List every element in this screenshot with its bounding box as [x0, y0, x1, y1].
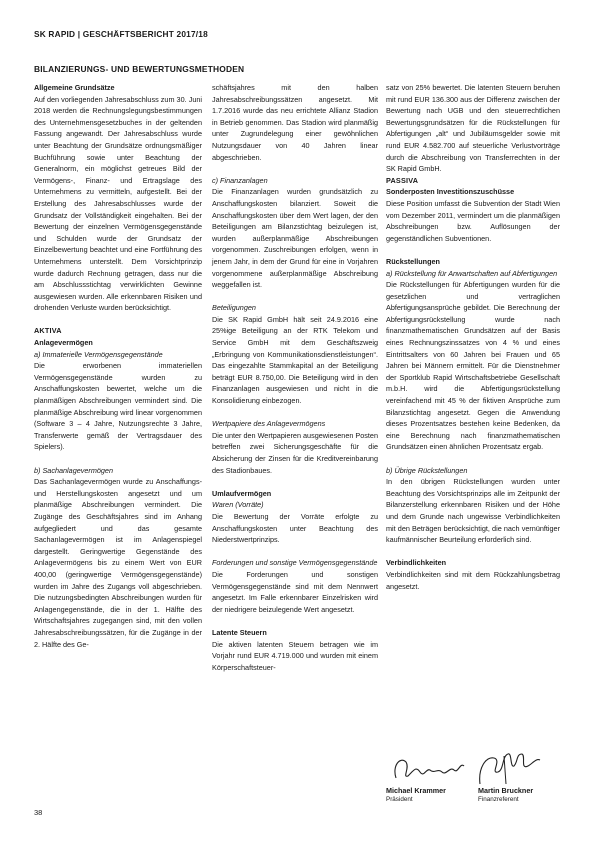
paragraph-uebrige-rueckstellungen: In den übrigen Rückstellungen wurden unter Beachtung des Vorsichtsprinzips alle im Zeitpunkt der Bilanzerstellung erkennbaren Risiken und der Höhe und dem Grunde nach ungewisse Verbindlichkeiten mit den Beträgen berücksichtigt, die nach vernünftiger kaufmännischer Beurteilung erforderlich sind.: [386, 477, 560, 545]
signature-name-1: Michael Krammer: [386, 786, 446, 795]
paragraph-wertpapiere: Die unter den Wertpapieren ausgewiesenen Posten betreffen zwei Sicherungsgeschäfte für die Absicherung der Zinsen für die Kreditvereinbarung des Stadionbaues.: [212, 430, 378, 475]
column-1: [34, 82, 202, 650]
heading-anlagevermoegen: Anlagevermögen: [34, 338, 93, 348]
heading-allgemeine-grundsaetze: Allgemeine Grundsätze: [34, 83, 115, 92]
subheading-abfertigungen: a) Rückstellung für Anwartschaften auf Abfertigungen: [386, 268, 558, 278]
signature-role-1: Präsident: [386, 796, 413, 803]
paragraph-immaterielle: Die erworbenen immateriellen Vermögensgegenstände wurden zu Anschaffungskosten bewertet, welche um die planmäßigen Abschreibungen vermindert sind. Die planmäßige Abschreibung wird linear vorgenommen (Software 3 – 4 Jahre, Nutzungsrechte 3 Jahre, Transferwerte gemäß der Vertragsdauer des Spielers).: [34, 361, 202, 452]
column-2: [212, 82, 378, 673]
signature-role-2: Finanzreferent: [478, 796, 519, 803]
heading-sonderposten: Sonderposten Investitionszuschüsse: [386, 187, 515, 197]
subheading-uebrige-rueckstellungen: b) Übrige Rückstellungen: [386, 465, 468, 475]
paragraph-finanzanlagen: Die Finanzanlagen wurden grundsätzlich zu Anschaffungskosten bilanziert. Soweit die Anschaffungskosten über dem Wert lagen, der den Beteiligungen am Bilanzstichtag beizulegen ist, wurden außerplanmäßige Abschreibungen vorgenommen. Zuschreibungen erfolgen, wenn in jenem Jahr, in dem der Grund für eine in Vorjahren vorgenommene außerplanmäßige Abschreibung weggefallen ist.: [212, 187, 378, 290]
heading-rueckstellungen: Rückstellungen: [386, 256, 440, 266]
paragraph-sachanlagevermoegen: Das Sachanlagevermögen wurde zu Anschaffungs- und Herstellungskosten angesetzt und um planmäßige Abschreibungen vermindert. Die Zugänge des Geschäftsjahres sind im Anhang aufgegliedert und das gesamte Sachanlagevermögen ist im Anlagenspiegel dargestellt. Geringwertige Gegenstände des Anlagevermögens bis zu einem Wert von EUR 400,00 (geringwertige Vermögensgegenstände) wurden im Jahre des Zugangs voll abgeschrieben. Die nutzungsbedingten Abschreibungen wurden für Anlagengegenstände, die in der 1. Hälfte des Wirtschaftsjahres zugegangen sind, mit den vollen Jahresabschreibungssätzen, für die Zugänge in der 2. Hälfte des Ge-: [34, 477, 202, 649]
signature-name-2: Martin Bruckner: [478, 786, 534, 795]
heading-aktiva: AKTIVA: [34, 326, 62, 336]
paragraph-latente-steuern: Die aktiven latenten Steuern betragen wie im Vorjahr rund EUR 4.719.000 und wurden mit einem Körperschaftsteuer-: [212, 639, 378, 672]
report-header: SK RAPID | GESCHÄFTSBERICHT 2017/18: [34, 29, 208, 39]
paragraph-beteiligungen: Die SK Rapid GmbH hält seit 24.9.2016 eine 25%ige Beteiligung an der RTK Telekom und Service GmbH mit dem Geschäftszweig „Erbringung von Kommunikationsdienstleistungen“. Das eingezahlte Stammkapital an der Beteiligung beträgt EUR 8.750,00. Die Beteiligung wird in den Finanzanlagen ausgewiesen und nicht in die Konsolidierung einbezogen.: [212, 314, 378, 406]
subheading-immaterielle: a) Immaterielle Vermögensgegenstände: [34, 349, 163, 359]
heading-passiva: PASSIVA: [386, 175, 419, 185]
heading-latente-steuern: Latente Steuern: [212, 627, 267, 637]
subheading-finanzanlagen: c) Finanzanlagen: [212, 175, 268, 185]
paragraph-verbindlichkeiten: Verbindlichkeiten sind mit dem Rückzahlungsbetrag angesetzt.: [386, 569, 560, 591]
subheading-sachanlagevermoegen: b) Sachanlagevermögen: [34, 465, 113, 475]
subheading-beteiligungen: Beteiligungen: [212, 303, 256, 313]
paragraph-waren: Die Bewertung der Vorräte erfolgte zu Anschaffungskosten unter Beachtung des Niederstwertprinzips.: [212, 511, 378, 545]
subheading-wertpapiere: Wertpapiere des Anlagevermögens: [212, 419, 326, 429]
section-title: BILANZIERUNGS- UND BEWERTUNGSMETHODEN: [34, 64, 245, 74]
heading-verbindlichkeiten: Verbindlichkeiten: [386, 558, 447, 568]
page-number: 38: [34, 808, 43, 817]
paragraph-forderungen: Die Forderungen und sonstigen Vermögensgegenstände sind mit dem Nennwert angesetzt. Im Falle erkennbarer Einzelrisken wird der niedrigere beizulegende Wert angesetzt.: [212, 569, 378, 614]
subheading-forderungen: Forderungen und sonstige Vermögensgegenstände: [212, 558, 378, 568]
column-3: [386, 82, 560, 592]
paragraph-sachanlagevermoegen-cont: schäftsjahres mit den halben Jahresabschreibungssätzen angesetzt. Mit 1.7.2016 wurde das neu errichtete Allianz Stadion in Betrieb genommen. Das Stadion wird planmäßig unter Zugrundelegung einer gewöhnlichen Nutzungsdauer von 40 Jahren linear abgeschrieben.: [212, 83, 378, 162]
subheading-waren: Waren (Vorräte): [212, 500, 264, 510]
paragraph-allgemeine-grundsaetze: Auf den vorliegenden Jahresabschluss zum 30. Juni 2018 werden die Rechnungslegungsbestimmungen des Unternehmensgesetzbuches in der geltenden Fassung angewandt. Der Jahresabschluss wurde unter Beachtung der Grundsätze ordnungsmäßiger Buchführung sowie unter Beachtung der Generalnorm, ein möglichst getreues Bild der Vermögens-, Finanz- und Ertragslage des Unternehmens zu vermitteln, aufgestellt. Bei der Erstellung des Jahresabschlusses wurde der Grundsatz der Vollständigkeit eingehalten. Bei der Bewertung der einzelnen Vermögensgegenstände und Schulden wurde der Grundsatz der Einzelbewertung beachtet und eine Fortführung des Unternehmens unterstellt. Dem Vorsichtprinzip wurde dadurch Rechnung getragen, dass nur die am Abschlussstichtag verwirklichten Gewinne ausgewiesen wurden. Alle erkennbaren Risiken und drohenden Verluste wurden berücksichtigt.: [34, 94, 202, 313]
paragraph-abfertigungen: Die Rückstellungen für Abfertigungen wurden für die gesetzlichen und vertraglichen Abfertigungsansprüche gebildet. Die Berechnung der Abfertigungsrückstellung wurde nach finanzmathematischen Grundsätzen auf der Basis eines Rechnungszinssatzes von 4 % und eines Eintrittsalters von 60 Jahren bei Frauen und 65 Jahren bei Männern ermittelt. Für die Dienstnehmer der Sportklub Rapid Wirtschaftsbetriebe Gesellschaft m.b.H. wird die Abfertigungsrückstellung vereinfachend mit 45 % der fiktiven Ansprüche zum Bilanzstichtag angesetzt. Gegen die Anwendung dieses Prozentsatzes bestehen keine Bedenken, da eine Berechnung nach finanzmathematischen Grundsätzen einen ähnlichen Prozentsatz ergab.: [386, 280, 560, 452]
paragraph-sonderposten: Diese Position umfasst die Subvention der Stadt Wien vom Dezember 2011, vermindert um die planmäßigen Abschreibungen bzw. Auflösungen der gegenständlichen Subventionen.: [386, 198, 560, 243]
paragraph-latente-steuern-cont: satz von 25% bewertet. Die latenten Steuern beruhen mit rund EUR 136.300 aus der Differenz zwischen der Bewertung nach UGB und den steuerrechtlichen Bewertungsgrundsätzen für die Rückstellungen für Abfertigungen „alt“ und Jubiläumsgelder sowie mit rund EUR 4.582.700 auf steuerliche Verlustvorträge durch die Abschreibung von Transferrechten in der SK Rapid GmbH.: [386, 83, 560, 174]
heading-umlaufvermoegen: Umlaufvermögen: [212, 488, 272, 498]
signature-block: [386, 748, 560, 808]
handwritten-signatures: [386, 748, 560, 788]
